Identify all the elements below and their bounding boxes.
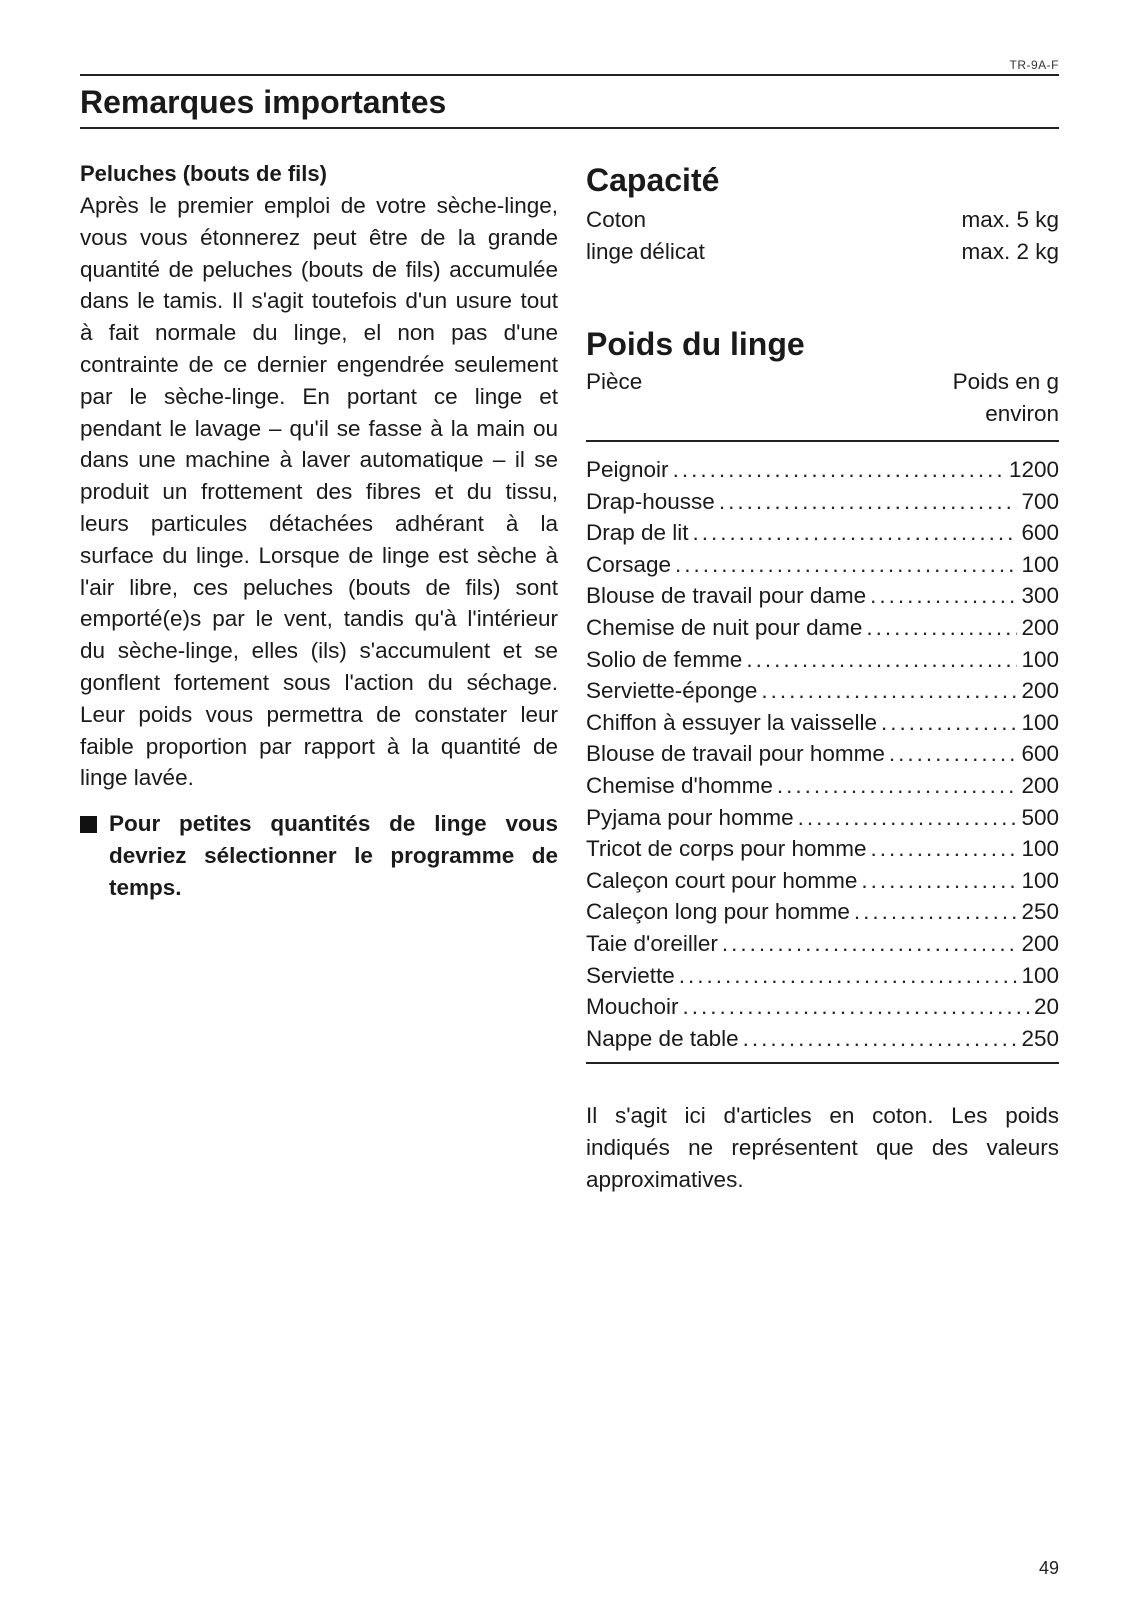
- weight-item-grams: 1200: [1008, 457, 1059, 482]
- dot-leader: [889, 738, 1018, 770]
- weight-item-grams: 250: [1021, 1025, 1059, 1051]
- weight-item-name: Pyjama pour homme: [586, 804, 794, 830]
- column-item-label: Pièce: [586, 369, 643, 394]
- capacity-value: max. 2 kg: [961, 239, 1059, 264]
- document-code: TR-9A-F: [1009, 58, 1059, 72]
- lint-heading: Peluches (bouts de fils): [80, 161, 327, 186]
- weight-item-grams: 100: [1021, 836, 1059, 862]
- weight-item-name: Caleçon court pour homme: [586, 867, 858, 893]
- weight-item-grams: 250: [1021, 899, 1059, 925]
- weight-item-name: Blouse de travail pour dame: [586, 583, 867, 609]
- weight-row: [586, 486, 1059, 518]
- weight-item-grams: 100: [1021, 646, 1059, 672]
- dot-leader: [673, 454, 1005, 486]
- weight-row: [586, 991, 1059, 1023]
- weight-row: [586, 454, 1059, 486]
- dot-leader: [722, 928, 1018, 960]
- dot-leader: [854, 896, 1018, 928]
- weight-row: [586, 833, 1059, 865]
- weight-row: [586, 738, 1059, 770]
- dot-leader: [870, 580, 1017, 612]
- weight-item-grams: 600: [1021, 741, 1059, 767]
- weight-item-name: Solio de femme: [586, 646, 743, 672]
- capacity-heading: Capacité: [586, 162, 720, 198]
- capacity-row: [586, 236, 1059, 268]
- dot-leader: [675, 549, 1017, 581]
- weight-item-name: Serviette-éponge: [586, 678, 758, 704]
- header-bottom-rule: [80, 127, 1059, 129]
- weight-item-name: Chiffon à essuyer la vaisselle: [586, 709, 877, 735]
- weights-heading: Poids du linge: [586, 326, 805, 362]
- weights-table-header: [586, 366, 1059, 442]
- column-unit-line1: Poids en g: [952, 369, 1059, 394]
- weight-item-name: Drap de lit: [586, 520, 689, 546]
- weight-item-name: Corsage: [586, 551, 672, 577]
- weight-item-name: Mouchoir: [586, 994, 679, 1020]
- weight-row: [586, 896, 1059, 928]
- dot-leader: [743, 1023, 1018, 1055]
- weight-row: [586, 960, 1059, 992]
- column-unit-label: [953, 366, 1059, 430]
- weight-item-grams: 20: [1033, 994, 1059, 1020]
- weight-row: [586, 549, 1059, 581]
- weight-item-grams: 200: [1021, 614, 1059, 640]
- dot-leader: [798, 802, 1018, 834]
- header-top-rule: [80, 74, 1059, 76]
- weights-footnote: Il s'agit ici d'articles en coton. Les poids indiqués ne représentent que des valeurs approximatives.: [586, 1103, 1059, 1192]
- weight-item-grams: 700: [1021, 488, 1059, 514]
- dot-leader: [693, 517, 1018, 549]
- weight-item-name: Peignoir: [586, 457, 669, 482]
- dot-leader: [871, 833, 1018, 865]
- weight-item-name: Tricot de corps pour homme: [586, 836, 867, 862]
- weight-item-name: Nappe de table: [586, 1025, 739, 1051]
- dot-leader: [861, 865, 1017, 897]
- weight-item-grams: 100: [1021, 551, 1059, 577]
- dot-leader: [679, 960, 1018, 992]
- weight-item-grams: 200: [1021, 772, 1059, 798]
- capacity-value: max. 5 kg: [961, 207, 1059, 232]
- weight-row: [586, 644, 1059, 676]
- dot-leader: [881, 707, 1017, 739]
- weight-row: [586, 580, 1059, 612]
- weight-item-name: Drap-housse: [586, 488, 715, 514]
- program-note: [80, 808, 558, 903]
- weights-table: [586, 442, 1059, 1064]
- weight-item-name: Caleçon long pour homme: [586, 899, 850, 925]
- lint-paragraph: Après le premier emploi de votre sèche-linge, vous vous étonnerez peut être de la grande quantité de peluches (bouts de fils) accumulée dans le tamis. Il s'agit toutefois d'un usure tout à fait normale du linge, el non pas d'une contrainte de ce dernier engendrée seulement par le sèche-linge. En portant ce linge et pendant le lavage – qu'il se fasse à la main ou dans une machine à laver automatique – il se produit un frottement des fibres et du tissu, leurs particules détachées adhérant à la surface du linge. Lorsque de linge est sèche à l'air libre, ces peluches (bouts de fils) sont emporté(e)s par le vent, tandis qu'à l'intérieur du sèche-linge, elles (ils) s'accumulent et se gonflent fortement sous l'action du séchage. Leur poids vous permettra de constater leur faible proportion par rapport à la quantité de linge lavée.: [80, 193, 558, 791]
- weight-item-grams: 300: [1021, 583, 1059, 609]
- capacity-table: [586, 204, 1059, 268]
- lint-section: [80, 158, 558, 904]
- weight-item-name: Chemise de nuit pour dame: [586, 614, 863, 640]
- weight-row: [586, 865, 1059, 897]
- dot-leader: [761, 675, 1017, 707]
- weight-item-name: Taie d'oreiller: [586, 930, 718, 956]
- weight-row: [586, 928, 1059, 960]
- dot-leader: [746, 644, 1017, 676]
- weight-item-grams: 100: [1021, 962, 1059, 988]
- page-number: 49: [1038, 1558, 1059, 1578]
- weight-row: [586, 517, 1059, 549]
- weight-item-grams: 500: [1021, 804, 1059, 830]
- dot-leader: [777, 770, 1018, 802]
- weight-item-name: Chemise d'homme: [586, 772, 773, 798]
- weight-row: [586, 770, 1059, 802]
- weight-item-name: Blouse de travail pour homme: [586, 741, 885, 767]
- specs-column: [586, 158, 1059, 1196]
- weight-item-grams: 200: [1021, 678, 1059, 704]
- weight-item-grams: 200: [1021, 930, 1059, 956]
- page-title: Remarques importantes: [80, 84, 447, 120]
- square-bullet-icon: [80, 816, 97, 833]
- capacity-row: [586, 204, 1059, 236]
- weight-row: [586, 707, 1059, 739]
- weight-item-grams: 100: [1021, 709, 1059, 735]
- weight-item-name: Serviette: [586, 962, 675, 988]
- program-note-text: Pour petites quantités de linge vous devriez sélectionner le programme de temps.: [109, 811, 558, 900]
- capacity-label: Coton: [586, 207, 647, 232]
- capacity-label: linge délicat: [586, 239, 705, 264]
- weight-item-grams: 100: [1021, 867, 1059, 893]
- dot-leader: [719, 486, 1018, 518]
- weight-row: [586, 1023, 1059, 1055]
- dot-leader: [866, 612, 1017, 644]
- column-unit-line2: environ: [985, 401, 1059, 426]
- weight-row: [586, 612, 1059, 644]
- weight-row: [586, 675, 1059, 707]
- dot-leader: [683, 991, 1030, 1023]
- weight-item-grams: 600: [1021, 520, 1059, 546]
- weight-row: [586, 802, 1059, 834]
